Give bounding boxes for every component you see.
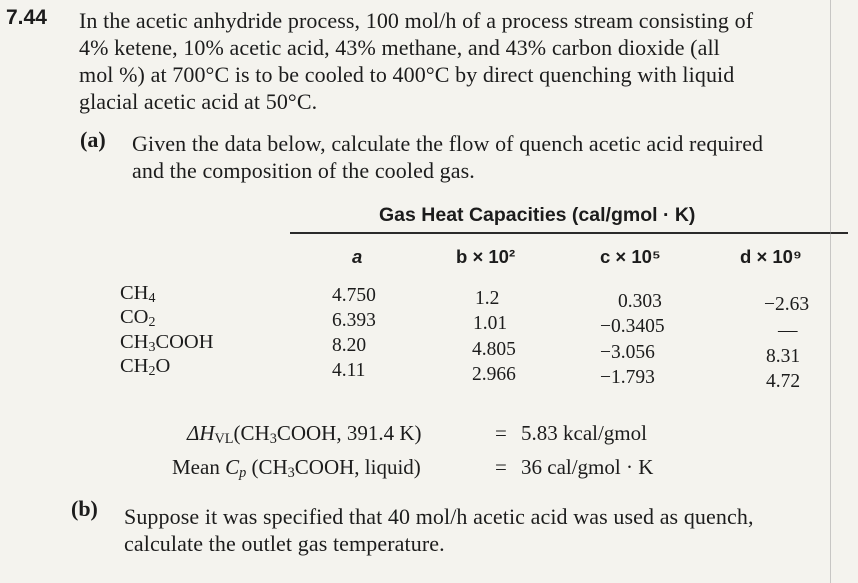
cell-d-2: — <box>778 320 798 341</box>
part-a-line-2: and the composition of the cooled gas. <box>132 158 475 183</box>
equation-2-equals: = <box>495 455 507 479</box>
equation-2-value: 36 cal/gmol · K <box>521 455 654 479</box>
species-row-4: $CH_2O$ <box>120 355 171 380</box>
cell-c-1: 0.303 <box>618 291 662 312</box>
cell-b-2: 1.01 <box>473 313 508 334</box>
cell-c-2: −0.3405 <box>600 316 665 337</box>
cell-c-3: −3.056 <box>600 342 655 363</box>
equation-heat-of-vaporization: $\Delta H_{VL}(CH_3COOH$, 391.4 K) <box>187 421 422 448</box>
intro-line-4: glacial acetic acid at 50°C. <box>79 89 318 114</box>
cell-d-3: 8.31 <box>766 346 801 367</box>
problem-number: 7.44 <box>6 6 47 29</box>
intro-line-2: 4% ketene, 10% acetic acid, 43% methane, and 43% carbon dioxide (all <box>79 35 720 60</box>
cell-b-4: 2.966 <box>472 364 516 385</box>
cell-a-1: 4.750 <box>332 285 376 306</box>
equation-mean-cp: Mean $C_p$ ($CH_3COOH$, liquid) <box>172 455 421 482</box>
species-row-2: $CO_2$ <box>120 306 156 331</box>
table-rule <box>290 232 848 234</box>
cell-a-4: 4.11 <box>332 360 366 381</box>
cell-b-3: 4.805 <box>472 339 516 360</box>
equation-1-equals: = <box>495 421 507 445</box>
cell-a-3: 8.20 <box>332 335 367 356</box>
table-title: Gas Heat Capacities (cal/gmol · K) <box>379 204 696 226</box>
cell-a-2: 6.393 <box>332 310 376 331</box>
cell-c-4: −1.793 <box>600 367 655 388</box>
cell-b-1: 1.2 <box>475 288 500 309</box>
intro-line-1: In the acetic anhydride process, 100 mol/h of a process stream consisting of <box>79 8 754 33</box>
part-b-line-1: Suppose it was specified that 40 mol/h acetic acid was used as quench, <box>124 504 754 529</box>
scan-edge-mark <box>830 0 831 583</box>
cell-d-4: 4.72 <box>766 371 801 392</box>
part-b-label: (b) <box>71 496 98 521</box>
cell-d-1: −2.63 <box>764 294 810 315</box>
col-header-b: b × 10² <box>456 246 516 267</box>
part-a-label: (a) <box>80 127 106 152</box>
col-header-d: d × 10⁹ <box>740 246 802 267</box>
species-row-1: $CH_4$ <box>120 282 156 307</box>
col-header-c: c × 10⁵ <box>600 246 661 267</box>
equation-1-value: 5.83 kcal/gmol <box>521 421 647 445</box>
part-a-line-1: Given the data below, calculate the flow of quench acetic acid required <box>132 131 764 156</box>
col-header-a: a <box>352 246 363 267</box>
part-b-line-2: calculate the outlet gas temperature. <box>124 531 445 556</box>
intro-line-3: mol %) at 700°C is to be cooled to 400°C by direct quenching with liquid <box>79 62 735 87</box>
species-row-3: $CH_3COOH$ <box>120 331 214 356</box>
